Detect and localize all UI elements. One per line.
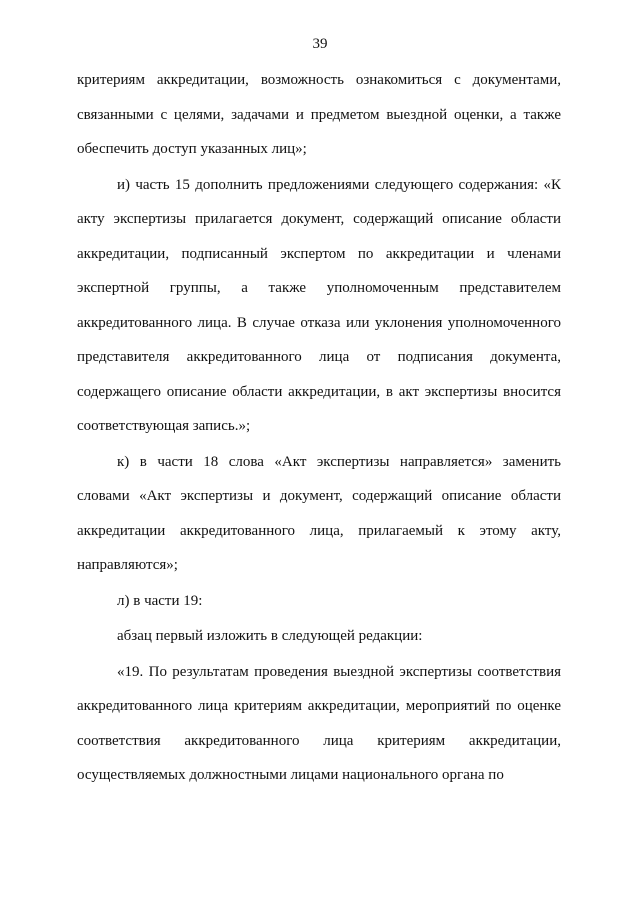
text-line: л) в части 19: — [117, 592, 203, 609]
text-line: абзац первый изложить в следующей редакции: — [117, 628, 423, 644]
document-body — [77, 63, 561, 794]
text-line: связанными с целями, задачами и предметом выездной оценки, а также — [77, 106, 561, 123]
text-line: экспертной группы, а также уполномоченным представителем — [77, 280, 561, 296]
paragraph — [77, 584, 561, 619]
text-line: критериям аккредитации, возможность ознакомиться с документами, — [77, 72, 561, 88]
page-number: 39 — [312, 36, 328, 52]
paragraph — [77, 445, 561, 583]
text-line: аккредитованного лица критериям аккредитации, мероприятий по оценке — [77, 698, 561, 714]
text-line: и) часть 15 дополнить предложениями следующего содержания: «К — [117, 176, 561, 193]
paragraph — [77, 63, 561, 167]
paragraph — [77, 619, 561, 654]
text-line: соответствия аккредитованного лица критериям аккредитации, — [77, 732, 561, 749]
text-line: осуществляемых должностными лицами национального органа по — [77, 767, 504, 783]
text-line: аккредитации аккредитованного лица, прилагаемый к этому акту, — [77, 522, 561, 539]
text-line: представителя аккредитованного лица от подписания документа, — [77, 349, 561, 365]
text-line: «19. По результатам проведения выездной экспертизы соответствия — [117, 663, 561, 680]
paragraph — [77, 168, 561, 444]
text-line: содержащего описание области аккредитации, в акт экспертизы вносится — [77, 383, 561, 400]
text-line: аккредитации, подписанный экспертом по аккредитации и членами — [77, 245, 561, 262]
text-line: направляются»; — [77, 557, 178, 573]
text-line: акту экспертизы прилагается документ, содержащий описание области — [77, 211, 561, 227]
paragraph — [77, 655, 561, 793]
text-line: соответствующая запись.»; — [77, 418, 251, 434]
text-line: к) в части 18 слова «Акт экспертизы направляется» заменить — [117, 453, 561, 470]
text-line: словами «Акт экспертизы и документ, содержащий описание области — [77, 488, 561, 504]
text-line: аккредитованного лица. В случае отказа или уклонения уполномоченного — [77, 314, 561, 331]
text-line: обеспечить доступ указанных лиц»; — [77, 141, 307, 157]
